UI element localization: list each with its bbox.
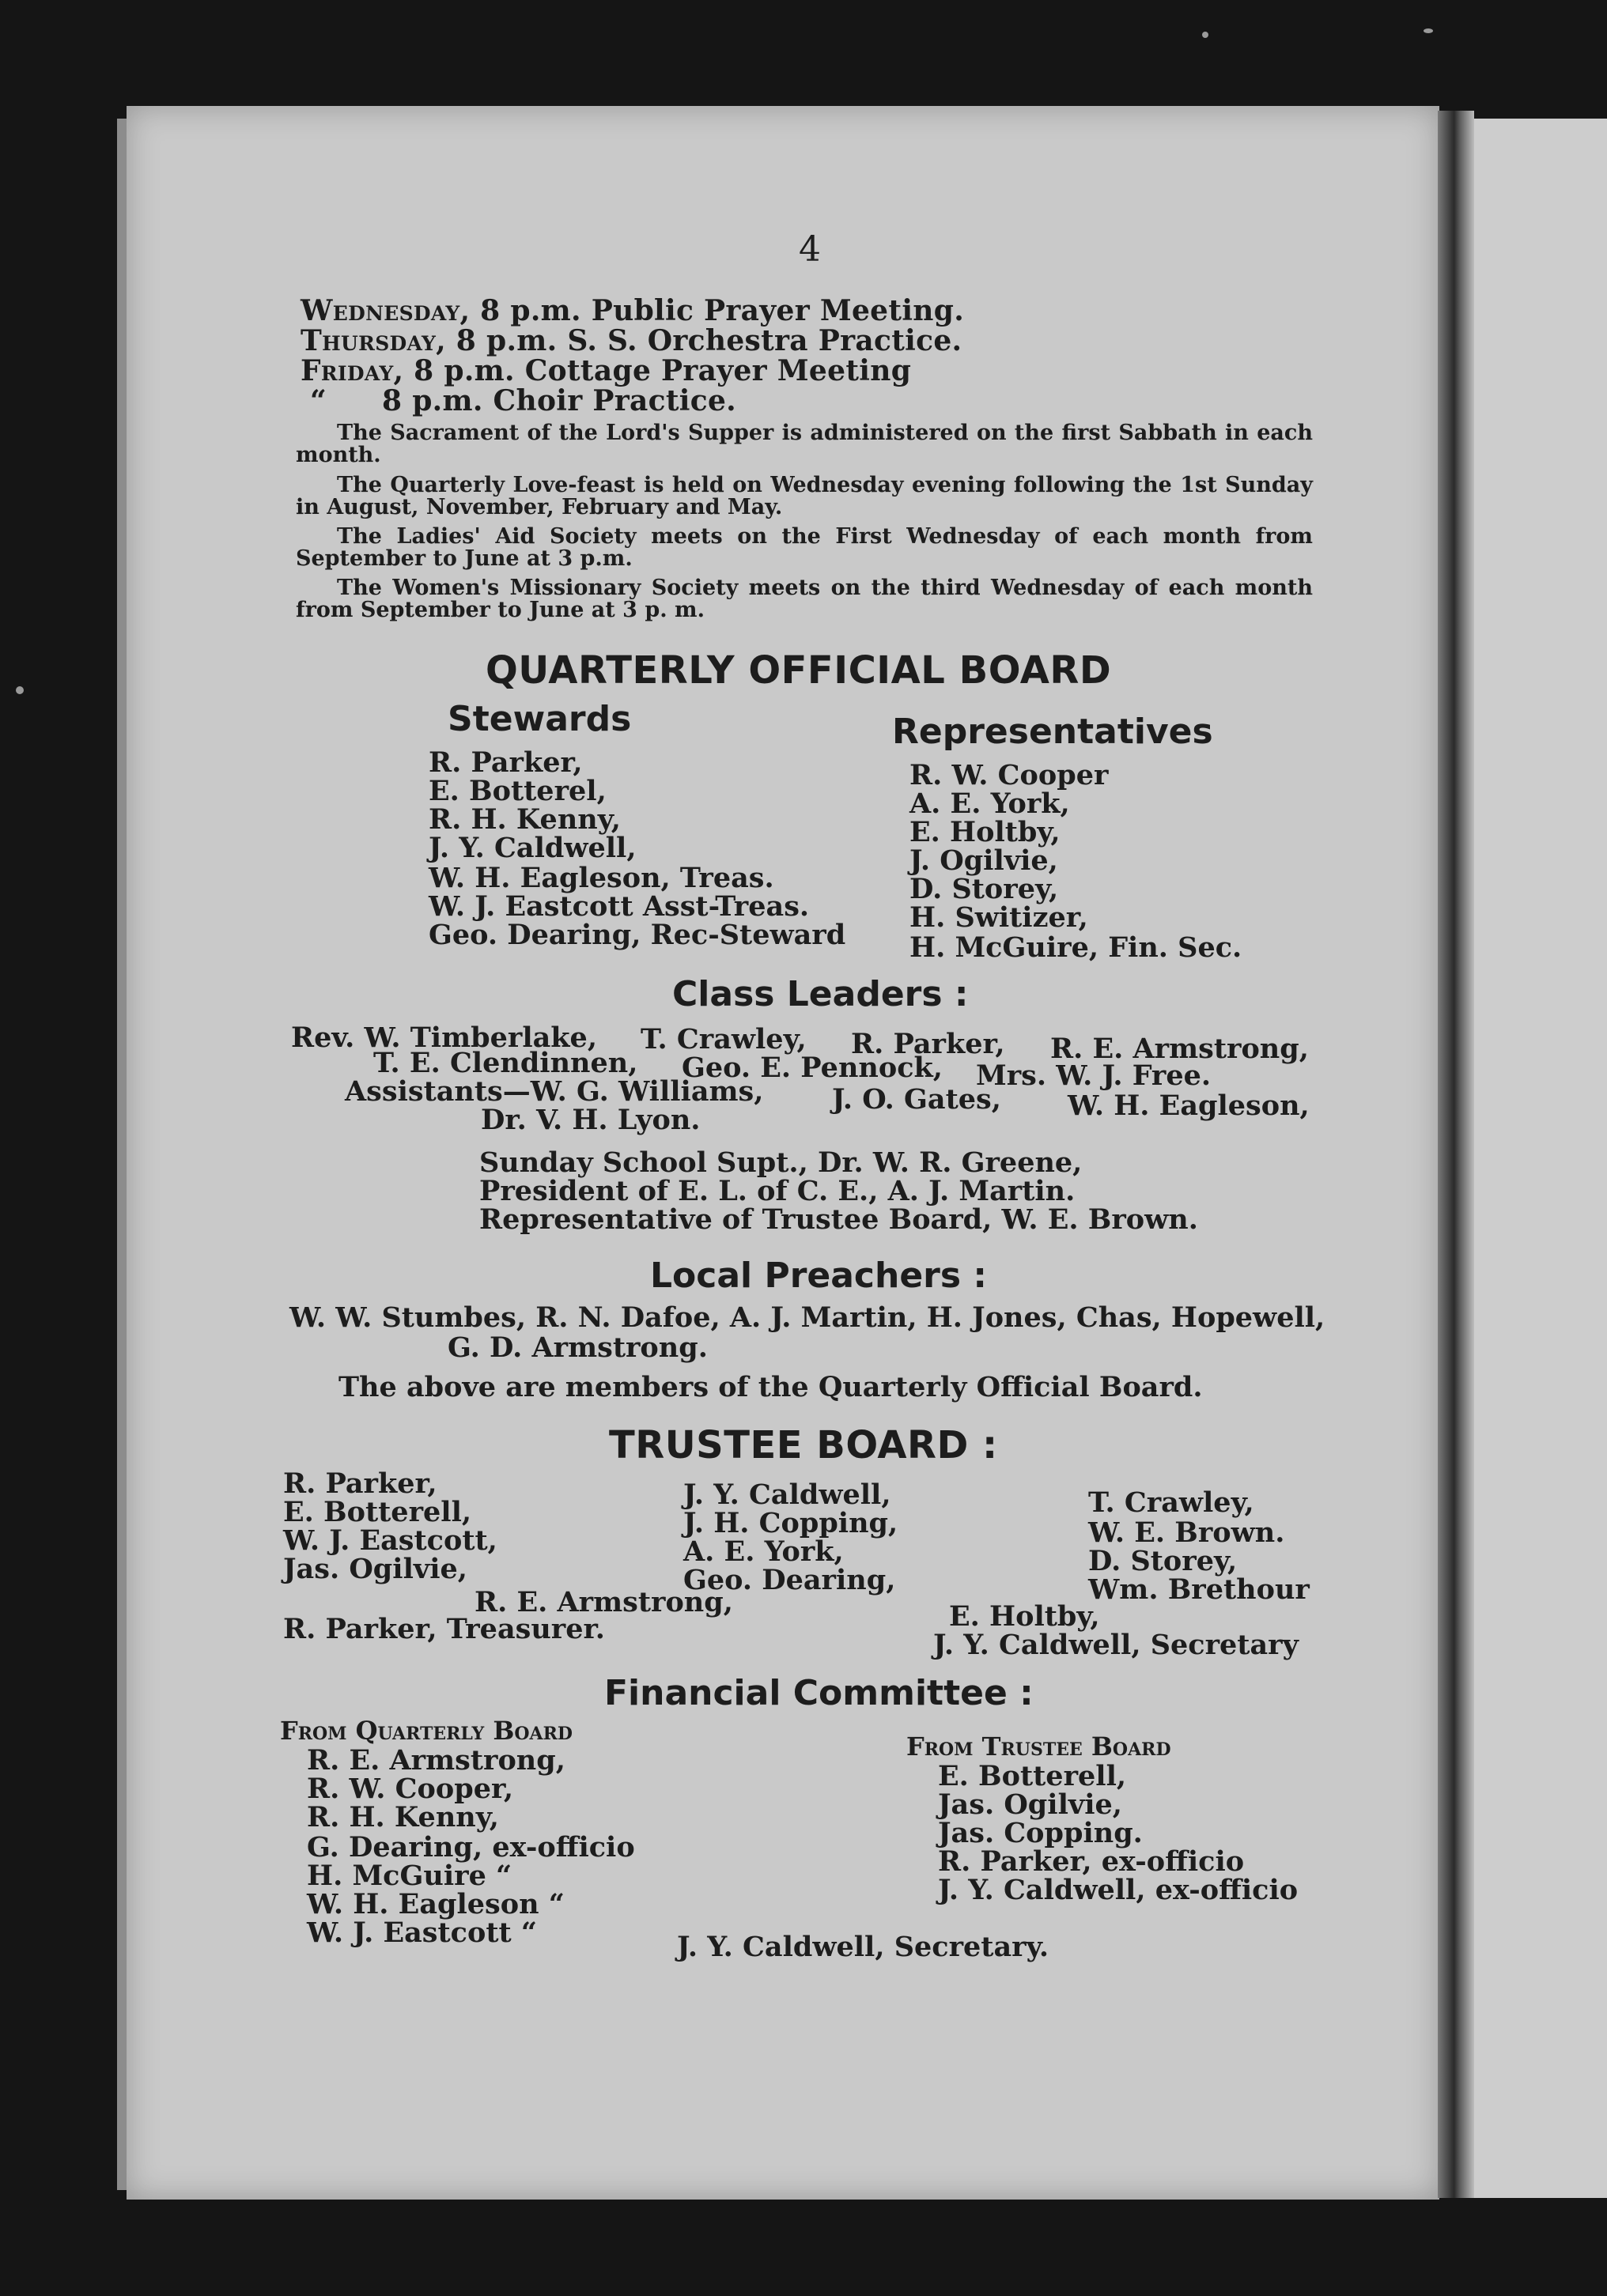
- financial-member: R. Parker, ex-officio: [938, 1845, 1245, 1878]
- from-trustee-heading: From Trustee Board: [906, 1731, 1171, 1762]
- steward-name: R. H. Kenny,: [429, 803, 621, 836]
- trustee-name: A. E. York,: [683, 1535, 844, 1568]
- trustee-board-heading: TRUSTEE BOARD :: [609, 1423, 998, 1467]
- class-leaders-extra: Representative of Trustee Board, W. E. Brown.: [479, 1203, 1198, 1236]
- trustee-name: W. J. Eastcott,: [283, 1524, 497, 1557]
- financial-member: R. W. Cooper,: [307, 1773, 514, 1805]
- notice-paragraph: The Women's Missionary Society meets on the third Wednesday of each month from September to June at 3 p. m.: [296, 576, 1313, 622]
- local-preachers-list: G. D. Armstrong.: [448, 1331, 708, 1364]
- schedule-line: Friday, 8 p.m. Cottage Prayer Meeting: [301, 354, 912, 387]
- trustee-name: R. E. Armstrong,: [475, 1586, 733, 1618]
- schedule-line: Wednesday, 8 p.m. Public Prayer Meeting.: [301, 294, 965, 327]
- representative-name: E. Holtby,: [909, 816, 1061, 848]
- schedule-line: “ 8 p.m. Choir Practice.: [310, 384, 737, 417]
- financial-member: Jas. Ogilvie,: [938, 1788, 1122, 1821]
- steward-name: Geo. Dearing, Rec-Steward: [429, 919, 846, 951]
- representatives-heading: Representatives: [892, 712, 1213, 752]
- trustee-name: Wm. Brethour: [1088, 1573, 1310, 1606]
- representative-name: A. E. York,: [909, 787, 1070, 820]
- class-leaders-heading: Class Leaders :: [672, 974, 969, 1014]
- representative-name: H. Switizer,: [909, 901, 1088, 934]
- notice-paragraph: The Quarterly Love-feast is held on Wednesday evening following the 1st Sunday in August, November, February and May.: [296, 473, 1313, 519]
- book-spine: [1438, 111, 1474, 2198]
- board-membership-note: The above are members of the Quarterly Official Board.: [338, 1371, 1203, 1403]
- trustee-name: T. Crawley,: [1088, 1486, 1254, 1519]
- facing-page-fragment: [1474, 119, 1607, 2198]
- class-leaders-extra: Sunday School Supt., Dr. W. R. Greene,: [479, 1146, 1083, 1179]
- trustee-name: Geo. Dearing,: [683, 1564, 896, 1596]
- trustee-name: E. Botterell,: [283, 1496, 472, 1528]
- trustee-treasurer: R. Parker, Treasurer.: [283, 1613, 605, 1645]
- assistant-name: Dr. V. H. Lyon.: [481, 1104, 701, 1136]
- notice-paragraph: The Sacrament of the Lord's Supper is administered on the first Sabbath in each month.: [296, 421, 1313, 467]
- schedule-line: Thursday, 8 p.m. S. S. Orchestra Practice.: [301, 324, 962, 357]
- representative-name: R. W. Cooper: [909, 759, 1109, 791]
- trustee-secretary: J. Y. Caldwell, Secretary: [933, 1629, 1299, 1661]
- class-leader-name: R. Parker,: [851, 1028, 1005, 1060]
- assistant-name: Assistants—W. G. Williams,: [345, 1075, 764, 1108]
- class-leader-name: R. E. Armstrong,: [1050, 1033, 1309, 1065]
- assistant-name: W. H. Eagleson,: [1068, 1089, 1310, 1122]
- assistant-name: J. O. Gates,: [832, 1083, 1001, 1116]
- trustee-name: Jas. Ogilvie,: [283, 1553, 467, 1585]
- financial-member: H. McGuire “: [307, 1860, 512, 1892]
- stewards-heading: Stewards: [448, 699, 632, 739]
- trustee-name: D. Storey,: [1088, 1545, 1238, 1577]
- from-quarterly-heading: From Quarterly Board: [280, 1716, 573, 1746]
- class-leaders-extra: President of E. L. of C. E., A. J. Martin.: [479, 1175, 1076, 1207]
- class-leader-name: Geo. E. Pennock,: [682, 1052, 943, 1084]
- steward-name: J. Y. Caldwell,: [429, 832, 637, 864]
- financial-member: G. Dearing, ex-officio: [307, 1831, 635, 1864]
- page-number: 4: [799, 229, 821, 270]
- steward-name: E. Botterel,: [429, 775, 607, 807]
- notice-paragraph: The Ladies' Aid Society meets on the First Wednesday of each month from September to June at 3 p.m.: [296, 524, 1313, 571]
- local-preachers-heading: Local Preachers :: [650, 1256, 987, 1296]
- financial-member: W. H. Eagleson “: [307, 1888, 565, 1920]
- financial-member: J. Y. Caldwell, ex-officio: [938, 1874, 1299, 1906]
- quarterly-board-heading: QUARTERLY OFFICIAL BOARD: [486, 648, 1112, 693]
- local-preachers-list: W. W. Stumbes, R. N. Dafoe, A. J. Martin, H. Jones, Chas, Hopewell,: [289, 1301, 1325, 1334]
- financial-member: E. Botterell,: [938, 1760, 1127, 1792]
- steward-name: W. H. Eagleson, Treas.: [429, 862, 774, 894]
- trustee-name: R. Parker,: [283, 1467, 437, 1500]
- trustee-name: J. H. Copping,: [683, 1507, 898, 1539]
- film-speck: [1202, 32, 1208, 38]
- trustee-name: E. Holtby,: [949, 1600, 1100, 1633]
- film-speck: [1424, 28, 1433, 33]
- financial-secretary: J. Y. Caldwell, Secretary.: [677, 1931, 1049, 1963]
- representative-name: J. Ogilvie,: [909, 844, 1058, 877]
- trustee-name: J. Y. Caldwell,: [683, 1478, 891, 1511]
- film-speck: [16, 686, 24, 694]
- financial-member: Jas. Copping.: [938, 1817, 1143, 1849]
- class-leader-name: Rev. W. Timberlake,: [291, 1021, 597, 1054]
- representative-name: D. Storey,: [909, 873, 1059, 905]
- financial-member: R. E. Armstrong,: [307, 1744, 565, 1777]
- class-leader-name: Mrs. W. J. Free.: [976, 1059, 1212, 1092]
- steward-name: R. Parker,: [429, 746, 583, 779]
- financial-member: W. J. Eastcott “: [307, 1916, 537, 1949]
- steward-name: W. J. Eastcott Asst-Treas.: [429, 890, 810, 923]
- financial-committee-heading: Financial Committee :: [604, 1673, 1034, 1713]
- class-leader-name: T. E. Clendinnen,: [373, 1047, 638, 1079]
- trustee-name: W. E. Brown.: [1088, 1516, 1285, 1549]
- representative-name: H. McGuire, Fin. Sec.: [909, 931, 1242, 964]
- class-leader-name: T. Crawley,: [641, 1023, 807, 1055]
- financial-member: R. H. Kenny,: [307, 1801, 499, 1833]
